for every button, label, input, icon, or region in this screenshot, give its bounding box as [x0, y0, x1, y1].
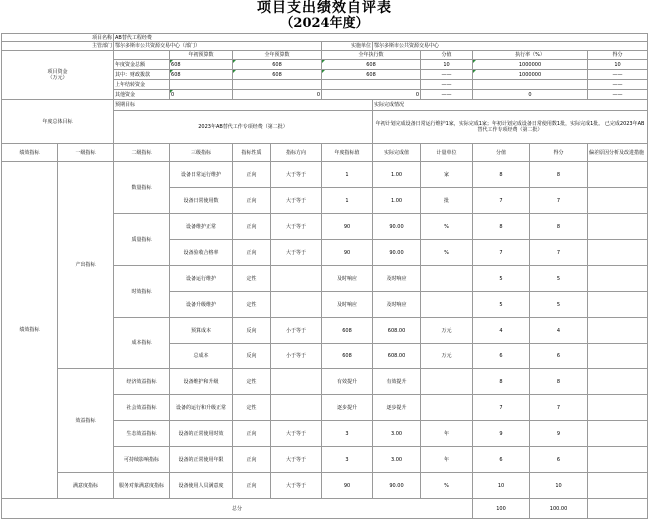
indicator-score: 7 — [473, 240, 530, 266]
perf-label: 绩效指标 — [2, 162, 58, 499]
indicator-direction: 小于等于 — [271, 344, 322, 369]
funds-cell: 1000000 — [473, 70, 588, 80]
col-header: 分值 — [473, 144, 530, 162]
indicator-nature: 正向 — [233, 421, 271, 447]
funds-section-label: 项目资金 （万元） — [2, 51, 114, 100]
indicator-actual: 3.00 — [373, 421, 421, 447]
indicator-direction: 大于等于 — [271, 188, 322, 214]
indicator-name: 设备运行维护 — [170, 266, 233, 292]
indicator-direction: 大于等于 — [271, 447, 322, 473]
indicator-actual: 及时响应 — [373, 266, 421, 292]
indicator-score: 5 — [473, 266, 530, 292]
indicator-note — [588, 240, 648, 266]
col-header: 三级指标 — [170, 144, 233, 162]
indicator-target: 3 — [322, 447, 373, 473]
indicator-got: 7 — [530, 240, 588, 266]
col-header: 年度指标值 — [322, 144, 373, 162]
indicator-target: 608 — [322, 318, 373, 344]
indicator-nature: 定性 — [233, 369, 271, 395]
level2-economic: 经济效益指标 — [114, 369, 170, 395]
indicator-note — [588, 162, 648, 188]
evaluation-table — [1, 33, 648, 519]
unit-value: 鄂尔多斯市公共资源交易中心 — [373, 42, 648, 51]
col-header: 指标性质 — [233, 144, 271, 162]
col-header: 得分 — [530, 144, 588, 162]
indicator-target: 3 — [322, 421, 373, 447]
funds-cell: 0 — [322, 90, 421, 100]
level2-sustainable: 可持续影响指标 — [114, 447, 170, 473]
funds-cell: —— — [421, 90, 473, 100]
funds-cell: 0 — [473, 90, 588, 100]
funds-row-label: 其他资金 — [114, 90, 170, 100]
level2-social: 社会效益指标 — [114, 395, 170, 421]
indicator-direction: 大于等于 — [271, 214, 322, 240]
indicator-actual: 90.00 — [373, 240, 421, 266]
indicator-actual: 3.00 — [373, 447, 421, 473]
funds-cell: 0 — [233, 90, 322, 100]
indicator-note — [588, 266, 648, 292]
indicator-nature: 正向 — [233, 162, 271, 188]
indicator-score: 7 — [473, 188, 530, 214]
funds-cell: 10 — [588, 60, 648, 70]
indicator-direction — [271, 395, 322, 421]
indicator-score: 5 — [473, 292, 530, 318]
col-header: 偏差原因分析及改进措施 — [588, 144, 648, 162]
level2-cost: 成本指标 — [114, 318, 170, 369]
funds-cell — [233, 80, 322, 90]
indicator-target: 逐步提升 — [322, 395, 373, 421]
indicator-actual: 90.00 — [373, 214, 421, 240]
funds-header: 全年执行数 — [322, 51, 421, 60]
indicator-actual: 逐步提升 — [373, 395, 421, 421]
indicator-unit — [421, 266, 473, 292]
funds-cell: —— — [588, 70, 648, 80]
funds-cell — [473, 80, 588, 90]
indicator-score: 6 — [473, 447, 530, 473]
indicator-note — [588, 292, 648, 318]
indicator-target: 及时响应 — [322, 292, 373, 318]
funds-header: 得分 — [588, 51, 648, 60]
indicator-nature: 正向 — [233, 473, 271, 499]
indicator-name: 设备验收合格率 — [170, 240, 233, 266]
page-subtitle: （2024年度） — [280, 16, 369, 31]
indicator-score: 8 — [473, 162, 530, 188]
funds-cell: —— — [421, 80, 473, 90]
level1-output: 产出指标 — [58, 162, 114, 369]
dept-label: 主管部门 — [2, 42, 114, 51]
funds-cell: —— — [588, 90, 648, 100]
indicator-nature: 正向 — [233, 188, 271, 214]
indicator-name: 设备升级维护 — [170, 292, 233, 318]
indicator-got: 4 — [530, 318, 588, 344]
level1-satisfaction: 满意度指标 — [58, 473, 114, 499]
level2-timeliness: 时效指标 — [114, 266, 170, 318]
indicator-direction — [271, 292, 322, 318]
indicator-nature: 定性 — [233, 395, 271, 421]
indicator-score: 8 — [473, 369, 530, 395]
project-name-value: AB替代工程经费 — [114, 34, 648, 42]
indicator-direction: 大于等于 — [271, 162, 322, 188]
indicator-nature: 定性 — [233, 266, 271, 292]
indicator-score: 8 — [473, 214, 530, 240]
indicator-note — [588, 369, 648, 395]
indicator-name: 预算成本 — [170, 318, 233, 344]
indicator-got: 10 — [530, 473, 588, 499]
indicator-got: 5 — [530, 266, 588, 292]
indicator-unit: 年 — [421, 447, 473, 473]
indicator-got: 6 — [530, 344, 588, 369]
indicator-target: 608 — [322, 344, 373, 369]
funds-header: 全年预算数 — [233, 51, 322, 60]
indicator-got: 7 — [530, 188, 588, 214]
total-label: 总分 — [2, 499, 473, 519]
col-header: 实际完成值 — [373, 144, 421, 162]
indicator-note — [588, 421, 648, 447]
indicator-got: 7 — [530, 395, 588, 421]
indicator-name: 设备日常运行维护 — [170, 162, 233, 188]
funds-row-label: 其中：财政拨款 — [114, 70, 170, 80]
indicator-name: 设备的正常使用时效 — [170, 421, 233, 447]
level2-quantity: 数量指标 — [114, 162, 170, 214]
indicator-direction: 大于等于 — [271, 421, 322, 447]
col-header: 二级指标 — [114, 144, 170, 162]
indicator-direction — [271, 266, 322, 292]
indicator-note — [588, 473, 648, 499]
indicator-note — [588, 447, 648, 473]
indicator-target: 90 — [322, 240, 373, 266]
funds-cell: 10 — [421, 60, 473, 70]
indicator-note — [588, 214, 648, 240]
indicator-nature: 正向 — [233, 214, 271, 240]
indicator-name: 设备的正常使用年限 — [170, 447, 233, 473]
funds-cell — [170, 80, 233, 90]
indicator-got: 8 — [530, 214, 588, 240]
indicator-got: 9 — [530, 421, 588, 447]
indicator-unit: % — [421, 473, 473, 499]
project-name-label: 项目名称 — [2, 34, 114, 42]
indicator-unit: 年 — [421, 421, 473, 447]
indicator-unit: 万元 — [421, 318, 473, 344]
indicator-actual: 及时响应 — [373, 292, 421, 318]
indicator-nature: 正向 — [233, 447, 271, 473]
funds-header-blank — [114, 51, 170, 60]
actual-goal-text: 年初计划完成设备日常运行维护1家，实际完成1家；年初计划完成设备日常使用数1批，实际完成1批。 已完成2023年AB替代工作专项经费（第二批） — [373, 111, 648, 144]
level2-client-satisfaction: 服务对象满意度指标 — [114, 473, 170, 499]
funds-cell: 608 — [233, 70, 322, 80]
actual-goal-header: 实际完成情况 — [373, 100, 648, 111]
indicator-name: 总成本 — [170, 344, 233, 369]
indicator-direction: 大于等于 — [271, 240, 322, 266]
indicator-score: 4 — [473, 318, 530, 344]
indicator-target: 90 — [322, 473, 373, 499]
unit-label: 实施单位 — [322, 42, 373, 51]
indicator-score: 7 — [473, 395, 530, 421]
indicator-actual: 1.00 — [373, 188, 421, 214]
indicator-score: 6 — [473, 344, 530, 369]
funds-row-label: 上年结转资金 — [114, 80, 170, 90]
funds-cell: 608 — [170, 70, 233, 80]
funds-cell — [322, 80, 421, 90]
level2-ecological: 生态效益指标 — [114, 421, 170, 447]
indicator-actual: 有效提升 — [373, 369, 421, 395]
funds-header: 分值 — [421, 51, 473, 60]
page-title: 项目支出绩效自评表 — [257, 0, 392, 16]
indicator-name: 设备维护和升级 — [170, 369, 233, 395]
indicator-direction — [271, 369, 322, 395]
indicator-nature: 反向 — [233, 318, 271, 344]
indicator-name: 设备日常使用数 — [170, 188, 233, 214]
indicator-target: 1 — [322, 188, 373, 214]
total-score: 100 — [473, 499, 530, 519]
level2-quality: 质量指标 — [114, 214, 170, 266]
level1-benefit: 效益指标 — [58, 369, 114, 473]
indicator-unit: 万元 — [421, 344, 473, 369]
indicator-got: 5 — [530, 292, 588, 318]
col-header: 计量单位 — [421, 144, 473, 162]
indicator-unit: % — [421, 214, 473, 240]
indicator-target: 1 — [322, 162, 373, 188]
indicator-direction: 大于等于 — [271, 473, 322, 499]
funds-cell: 608 — [322, 70, 421, 80]
indicator-unit — [421, 292, 473, 318]
indicator-unit — [421, 395, 473, 421]
indicator-note — [588, 188, 648, 214]
funds-cell: 608 — [170, 60, 233, 70]
indicator-got: 6 — [530, 447, 588, 473]
expected-goal-header: 预期目标 — [114, 100, 373, 111]
indicator-score: 9 — [473, 421, 530, 447]
indicator-note — [588, 395, 648, 421]
col-header: 绩效指标 — [2, 144, 58, 162]
funds-cell: 608 — [322, 60, 421, 70]
funds-row-label: 年度资金总额 — [114, 60, 170, 70]
indicator-target: 及时响应 — [322, 266, 373, 292]
funds-header: 执行率（%） — [473, 51, 588, 60]
indicator-note — [588, 318, 648, 344]
col-header: 一级指标 — [58, 144, 114, 162]
funds-cell: —— — [421, 70, 473, 80]
indicator-note — [588, 344, 648, 369]
indicator-actual: 1.00 — [373, 162, 421, 188]
indicator-name: 设备维护正常 — [170, 214, 233, 240]
funds-cell: 608 — [233, 60, 322, 70]
indicator-name: 设备的运行和升级正常 — [170, 395, 233, 421]
indicator-nature: 反向 — [233, 344, 271, 369]
indicator-target: 90 — [322, 214, 373, 240]
indicator-actual: 608.00 — [373, 318, 421, 344]
indicator-unit: 批 — [421, 188, 473, 214]
indicator-direction: 小于等于 — [271, 318, 322, 344]
indicator-unit — [421, 369, 473, 395]
total-note — [588, 499, 648, 519]
funds-cell: 0 — [170, 90, 233, 100]
indicator-actual: 608.00 — [373, 344, 421, 369]
indicator-nature: 正向 — [233, 240, 271, 266]
indicator-target: 有效提升 — [322, 369, 373, 395]
indicator-unit: 家 — [421, 162, 473, 188]
funds-header: 年初预算数 — [170, 51, 233, 60]
goal-section-label: 年度总体目标 — [2, 100, 114, 144]
indicator-score: 10 — [473, 473, 530, 499]
indicator-nature: 定性 — [233, 292, 271, 318]
total-got: 100.00 — [530, 499, 588, 519]
col-header: 指标方向 — [271, 144, 322, 162]
indicator-name: 设备使用人员满意度 — [170, 473, 233, 499]
indicator-got: 8 — [530, 369, 588, 395]
indicator-got: 8 — [530, 162, 588, 188]
indicator-unit: % — [421, 240, 473, 266]
expected-goal-text: 2023年AB替代工作专项经费（第二批） — [114, 111, 373, 144]
indicator-actual: 90.00 — [373, 473, 421, 499]
funds-cell: —— — [588, 80, 648, 90]
dept-value: 鄂尔多斯市公共资源交易中心（部门） — [114, 42, 322, 51]
funds-cell: 1000000 — [473, 60, 588, 70]
